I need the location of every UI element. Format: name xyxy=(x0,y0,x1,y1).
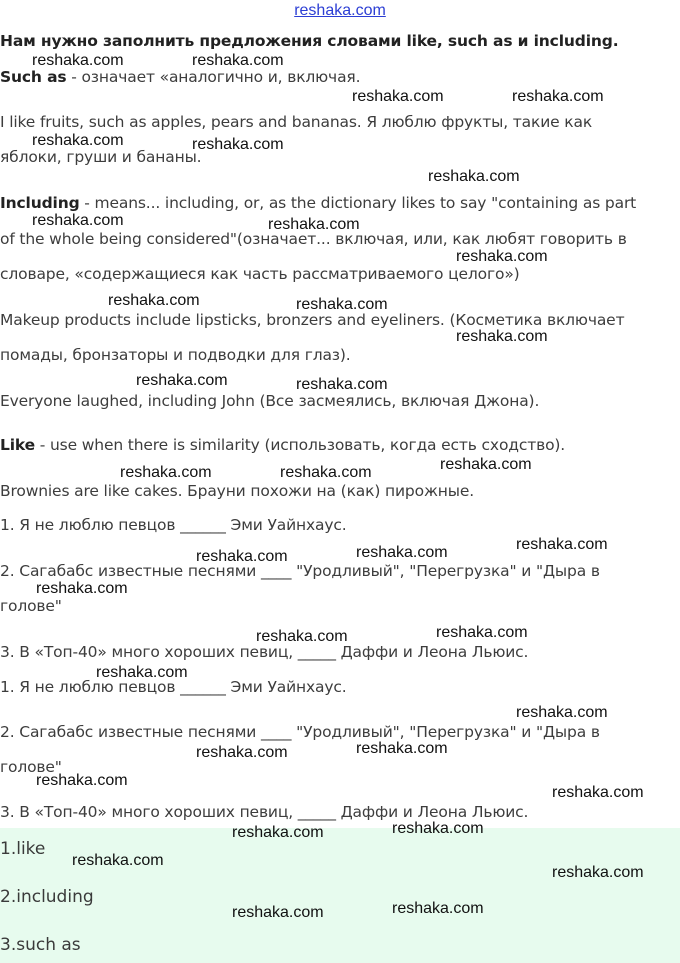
including-example-1-line-2: помады, бронзаторы и подводки для глаз). xyxy=(0,346,351,364)
intro-heading: Нам нужно заполнить предложения словами like, such as и including. xyxy=(0,32,619,50)
including-example-1-line-1: Makeup products include lipsticks, bronzers and eyeliners. (Косметика включает xyxy=(0,311,625,329)
watermark: reshaka.com xyxy=(120,464,212,481)
watermark: reshaka.com xyxy=(268,216,360,233)
watermark: reshaka.com xyxy=(428,168,520,185)
watermark: reshaka.com xyxy=(32,212,124,229)
watermark: reshaka.com xyxy=(196,548,288,565)
watermark: reshaka.com xyxy=(256,628,348,645)
including-definition-line-2: of the whole being considered"(означает... включая, или, как любят говорить в xyxy=(0,230,627,248)
answers-panel xyxy=(0,828,680,963)
watermark: reshaka.com xyxy=(108,292,200,309)
watermark: reshaka.com xyxy=(96,664,188,681)
watermark: reshaka.com xyxy=(352,88,444,105)
watermark: reshaka.com xyxy=(296,296,388,313)
like-definition xyxy=(0,435,565,455)
watermark: reshaka.com xyxy=(36,580,128,597)
including-definition-text: - means... including, or, as the dictionary likes to say "containing as part xyxy=(79,194,637,212)
such-as-definition xyxy=(0,67,360,87)
watermark: reshaka.com xyxy=(552,864,644,881)
including-example-2: Everyone laughed, including John (Все засмеялись, включая Джона). xyxy=(0,392,540,410)
watermark: reshaka.com xyxy=(356,740,448,757)
like-example: Brownies are like cakes. Брауни похожи на (как) пирожные. xyxy=(0,482,474,500)
exercise-b-question-2-line-1: 2. Сагабабс известные песнями ____ "Уродливый", "Перегрузка" и "Дыра в xyxy=(0,723,600,741)
exercise-b-question-3: 3. В «Топ-40» много хороших певиц, _____ Даффи и Леона Льюис. xyxy=(0,803,529,821)
exercise-a-question-2-line-1: 2. Сагабабс известные песнями ____ "Уродливый", "Перегрузка" и "Дыра в xyxy=(0,562,600,580)
such-as-definition-text: - означает «аналогично и, включая. xyxy=(66,68,361,86)
watermark: reshaka.com xyxy=(440,456,532,473)
exercise-b-question-2-line-2: голове" xyxy=(0,758,62,776)
watermark: reshaka.com xyxy=(32,52,124,69)
answer-1: 1.like xyxy=(0,839,46,859)
exercise-a-question-2-line-2: голове" xyxy=(0,597,62,615)
watermark: reshaka.com xyxy=(356,544,448,561)
including-definition-line-3: словаре, «содержащиеся как часть рассматриваемого целого») xyxy=(0,265,520,283)
site-header-link[interactable]: reshaka.com xyxy=(294,2,386,19)
term-like: Like xyxy=(0,436,35,454)
watermark: reshaka.com xyxy=(436,624,528,641)
answer-2: 2.including xyxy=(0,887,94,907)
exercise-a-question-3: 3. В «Топ-40» много хороших певиц, _____ Даффи и Леона Льюис. xyxy=(0,643,529,661)
answer-3: 3.such as xyxy=(0,935,81,955)
watermark: reshaka.com xyxy=(516,704,608,721)
watermark: reshaka.com xyxy=(36,772,128,789)
exercise-b-question-1: 1. Я не люблю певцов ______ Эми Уайнхаус. xyxy=(0,678,347,696)
watermark: reshaka.com xyxy=(392,900,484,917)
including-definition-line-1 xyxy=(0,193,636,213)
term-including: Including xyxy=(0,194,80,212)
watermark: reshaka.com xyxy=(456,328,548,345)
like-definition-text: - use when there is similarity (использовать, когда есть сходство). xyxy=(35,436,566,454)
watermark: reshaka.com xyxy=(392,820,484,837)
exercise-a-question-1: 1. Я не люблю певцов ______ Эми Уайнхаус. xyxy=(0,516,347,534)
such-as-example-line-1: I like fruits, such as apples, pears and bananas. Я люблю фрукты, такие как xyxy=(0,113,593,131)
term-such-as: Such as xyxy=(0,68,67,86)
watermark: reshaka.com xyxy=(196,744,288,761)
watermark: reshaka.com xyxy=(192,136,284,153)
watermark: reshaka.com xyxy=(296,376,388,393)
watermark: reshaka.com xyxy=(32,132,124,149)
watermark: reshaka.com xyxy=(456,248,548,265)
watermark: reshaka.com xyxy=(512,88,604,105)
watermark: reshaka.com xyxy=(280,464,372,481)
such-as-example-line-2: яблоки, груши и бананы. xyxy=(0,148,202,166)
watermark: reshaka.com xyxy=(192,52,284,69)
watermark: reshaka.com xyxy=(232,904,324,921)
watermark: reshaka.com xyxy=(516,536,608,553)
watermark: reshaka.com xyxy=(136,372,228,389)
watermark: reshaka.com xyxy=(552,784,644,801)
watermark: reshaka.com xyxy=(72,852,164,869)
watermark: reshaka.com xyxy=(232,824,324,841)
